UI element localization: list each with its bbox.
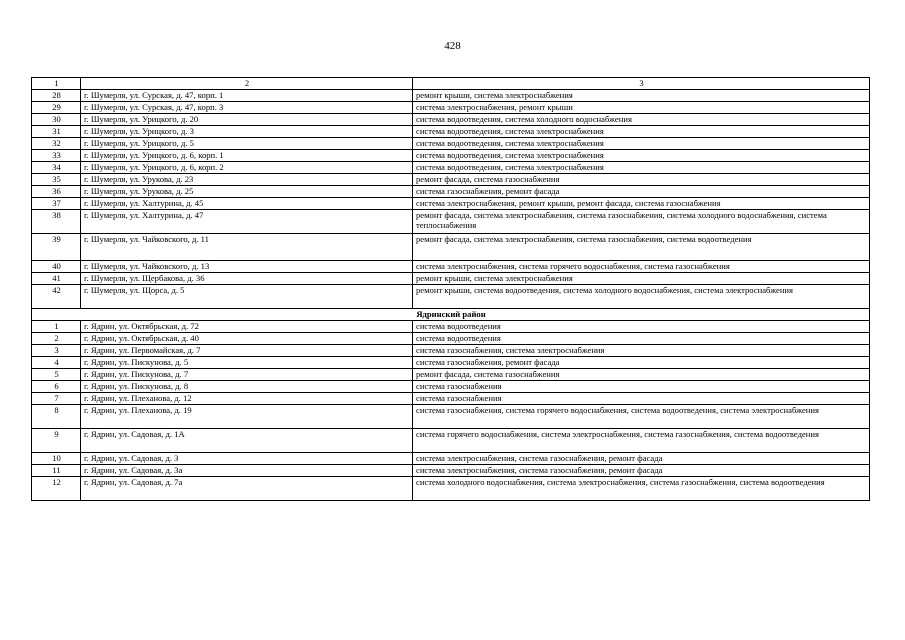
row-number: 11 bbox=[32, 465, 81, 477]
table-row bbox=[32, 381, 870, 393]
table-row bbox=[32, 345, 870, 357]
row-number: 7 bbox=[32, 393, 81, 405]
row-works: система водоотведения, система электроснабжения bbox=[413, 150, 870, 162]
row-works: система газоснабжения, ремонт фасада bbox=[413, 357, 870, 369]
row-address: г. Ядрин, ул. Пискунова, д. 8 bbox=[81, 381, 413, 393]
row-works: система холодного водоснабжения, система электроснабжения, система газоснабжения, система водоотведения bbox=[413, 477, 870, 501]
row-address: г. Шумерля, ул. Урицкого, д. 20 bbox=[81, 114, 413, 126]
row-works: система газоснабжения, система электроснабжения bbox=[413, 345, 870, 357]
row-works: ремонт фасада, система газоснабжения bbox=[413, 174, 870, 186]
row-number: 30 bbox=[32, 114, 81, 126]
row-works: система электроснабжения, система газоснабжения, ремонт фасада bbox=[413, 465, 870, 477]
table-row bbox=[32, 369, 870, 381]
row-address: г. Шумерля, ул. Сурская, д. 47, корп. 3 bbox=[81, 102, 413, 114]
row-works: система водоотведения, система электроснабжения bbox=[413, 138, 870, 150]
table-row bbox=[32, 405, 870, 429]
row-address: г. Шумерля, ул. Урицкого, д. 6, корп. 1 bbox=[81, 150, 413, 162]
row-number: 12 bbox=[32, 477, 81, 501]
table-row bbox=[32, 114, 870, 126]
row-address: г. Ядрин, ул. Плеханова, д. 19 bbox=[81, 405, 413, 429]
works-table bbox=[31, 77, 870, 501]
row-address: г. Ядрин, ул. Октябрьская, д. 72 bbox=[81, 321, 413, 333]
row-address: г. Шумерля, ул. Щербакова, д. 36 bbox=[81, 273, 413, 285]
row-number: 42 bbox=[32, 285, 81, 309]
table-row bbox=[32, 150, 870, 162]
row-address: г. Шумерля, ул. Урукова, д. 23 bbox=[81, 174, 413, 186]
row-address: г. Ядрин, ул. Пискунова, д. 7 bbox=[81, 369, 413, 381]
row-works: система водоотведения, система электроснабжения bbox=[413, 162, 870, 174]
table-row bbox=[32, 90, 870, 102]
table-row bbox=[32, 357, 870, 369]
table-row bbox=[32, 198, 870, 210]
row-address: г. Ядрин, ул. Садовая, д. 1А bbox=[81, 429, 413, 453]
row-works: система водоотведения, система электроснабжения bbox=[413, 126, 870, 138]
row-number: 5 bbox=[32, 369, 81, 381]
row-address: г. Шумерля, ул. Халтурина, д. 45 bbox=[81, 198, 413, 210]
row-works: ремонт крыши, система водоотведения, система холодного водоснабжения, система электроснабжения bbox=[413, 285, 870, 309]
row-number: 40 bbox=[32, 261, 81, 273]
row-works: ремонт фасада, система электроснабжения, система газоснабжения, система водоотведения bbox=[413, 234, 870, 261]
table-row bbox=[32, 138, 870, 150]
row-works: система водоотведения bbox=[413, 321, 870, 333]
row-address: г. Шумерля, ул. Сурская, д. 47, корп. 1 bbox=[81, 90, 413, 102]
row-number: 37 bbox=[32, 198, 81, 210]
row-number: 36 bbox=[32, 186, 81, 198]
table-row bbox=[32, 477, 870, 501]
table-row bbox=[32, 186, 870, 198]
row-works: система газоснабжения bbox=[413, 393, 870, 405]
table-header-row bbox=[32, 78, 870, 90]
row-number: 10 bbox=[32, 453, 81, 465]
row-address: г. Шумерля, ул. Халтурина, д. 47 bbox=[81, 210, 413, 234]
row-number: 1 bbox=[32, 321, 81, 333]
row-number: 2 bbox=[32, 333, 81, 345]
row-number: 8 bbox=[32, 405, 81, 429]
row-address: г. Ядрин, ул. Пискунова, д. 5 bbox=[81, 357, 413, 369]
row-address: г. Шумерля, ул. Щорса, д. 5 bbox=[81, 285, 413, 309]
column-header-works: 3 bbox=[413, 78, 870, 90]
row-works: система водоотведения bbox=[413, 333, 870, 345]
row-number: 39 bbox=[32, 234, 81, 261]
row-address: г. Ядрин, ул. Садовая, д. 7а bbox=[81, 477, 413, 501]
table-row bbox=[32, 333, 870, 345]
row-address: г. Ядрин, ул. Садовая, д. 3а bbox=[81, 465, 413, 477]
row-number: 32 bbox=[32, 138, 81, 150]
table-row bbox=[32, 102, 870, 114]
row-number: 28 bbox=[32, 90, 81, 102]
row-works: ремонт крыши, система электроснабжения bbox=[413, 90, 870, 102]
row-address: г. Ядрин, ул. Садовая, д. 3 bbox=[81, 453, 413, 465]
table-row bbox=[32, 285, 870, 309]
row-address: г. Шумерля, ул. Чайковского, д. 13 bbox=[81, 261, 413, 273]
row-number: 29 bbox=[32, 102, 81, 114]
column-header-address: 2 bbox=[81, 78, 413, 90]
page-number: 428 bbox=[444, 40, 461, 52]
column-header-number: 1 bbox=[32, 78, 81, 90]
row-number: 31 bbox=[32, 126, 81, 138]
row-address: г. Шумерля, ул. Урицкого, д. 3 bbox=[81, 126, 413, 138]
row-works: ремонт фасада, система газоснабжения bbox=[413, 369, 870, 381]
table-row bbox=[32, 465, 870, 477]
table-row bbox=[32, 126, 870, 138]
table-row bbox=[32, 393, 870, 405]
row-works: ремонт крыши, система электроснабжения bbox=[413, 273, 870, 285]
row-works: система горячего водоснабжения, система электроснабжения, система газоснабжения, система водоотведения bbox=[413, 429, 870, 453]
row-number: 34 bbox=[32, 162, 81, 174]
row-address: г. Ядрин, ул. Плеханова, д. 12 bbox=[81, 393, 413, 405]
row-number: 41 bbox=[32, 273, 81, 285]
row-works: система электроснабжения, система горячего водоснабжения, система газоснабжения bbox=[413, 261, 870, 273]
table-row bbox=[32, 261, 870, 273]
row-address: г. Шумерля, ул. Урукова, д. 25 bbox=[81, 186, 413, 198]
row-number: 6 bbox=[32, 381, 81, 393]
table-row bbox=[32, 210, 870, 234]
row-works: ремонт фасада, система электроснабжения, система газоснабжения, система холодного водоснабжения, система теплоснабжения bbox=[413, 210, 870, 234]
row-works: система газоснабжения bbox=[413, 381, 870, 393]
table-row bbox=[32, 453, 870, 465]
row-address: г. Шумерля, ул. Чайковского, д. 11 bbox=[81, 234, 413, 261]
row-number: 9 bbox=[32, 429, 81, 453]
row-works: система газоснабжения, система горячего водоснабжения, система водоотведения, система электроснабжения bbox=[413, 405, 870, 429]
row-number: 38 bbox=[32, 210, 81, 234]
row-works: система электроснабжения, ремонт крыши, ремонт фасада, система газоснабжения bbox=[413, 198, 870, 210]
table-row bbox=[32, 429, 870, 453]
table-row bbox=[32, 174, 870, 186]
section-row bbox=[32, 309, 870, 321]
table-row bbox=[32, 162, 870, 174]
row-address: г. Ядрин, ул. Октябрьская, д. 40 bbox=[81, 333, 413, 345]
row-works: система электроснабжения, ремонт крыши bbox=[413, 102, 870, 114]
row-works: система электроснабжения, система газоснабжения, ремонт фасада bbox=[413, 453, 870, 465]
table-row bbox=[32, 321, 870, 333]
row-works: система водоотведения, система холодного водоснабжения bbox=[413, 114, 870, 126]
table-row bbox=[32, 273, 870, 285]
table-row bbox=[32, 234, 870, 261]
section-title: Ядринский район bbox=[32, 309, 870, 321]
row-address: г. Шумерля, ул. Урицкого, д. 5 bbox=[81, 138, 413, 150]
row-works: система газоснабжения, ремонт фасада bbox=[413, 186, 870, 198]
row-number: 33 bbox=[32, 150, 81, 162]
row-number: 35 bbox=[32, 174, 81, 186]
row-number: 4 bbox=[32, 357, 81, 369]
row-number: 3 bbox=[32, 345, 81, 357]
row-address: г. Шумерля, ул. Урицкого, д. 6, корп. 2 bbox=[81, 162, 413, 174]
row-address: г. Ядрин, ул. Первомайская, д. 7 bbox=[81, 345, 413, 357]
